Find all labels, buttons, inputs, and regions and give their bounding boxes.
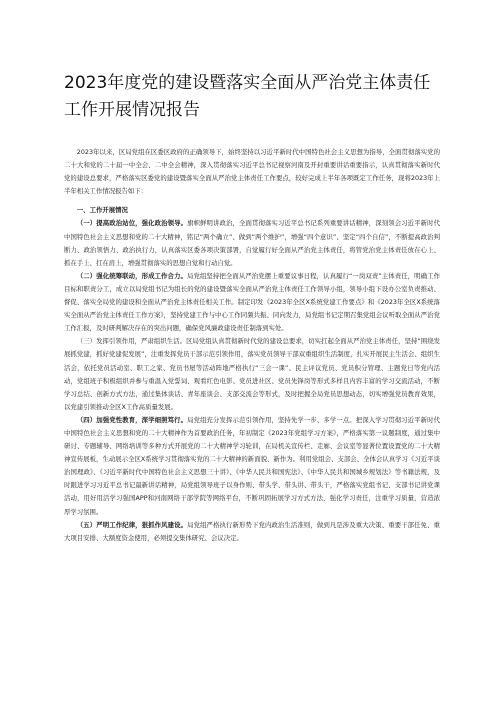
item-lead-2: （二）强化统筹联动，形成工作合力。 [76,271,187,280]
item-body-2: 局党组坚持把全面从严治党摆上重要议事日程，认真履行“一岗双责”主体责任，明确工作目标和职责分工，成立以局党组书记为组长的党的建设暨落实全面从严治党主体责任工作领导小组，领导小组下设办公室负责推动、督促、落实全局党的建设和全面从严治党主体责任相关工作。制定印发《2023年全区X系统党建工作要点》和《2023年全区X系统落实全面从严治党主体责任工作方案》，坚持党建工作与中心工作同频共振、同向发力，局党组书记定期召集党组会议听取全面从严治党工作汇报，及时研判解决存在的突出问题，确保党风廉政建设责任制落到实处。 [64,271,440,333]
item-body-3: 区局党组认真贯彻新时代党的建设总要求，切实扛起全面从严治党主体责任，坚持“围绕发展抓党建，抓好党建促发展”，注重发挥党员干部示范引领作用，落实党员领导干部双重组织生活制度，扎实开展民主生活会、组织生活会，依托党员活动室、职工之家、党员书屋等活动阵地严格执行“三会一课”、民主评议党员、党员积分管理、主题党日等党内活动，党组班子积极组织并参与重温入党誓词、观看红色电影、党员进社区、党员先锋岗等形式多样且内容丰富的学习交流活动，不断学习总结、创新方式方法，通过集体谈话、青年座谈会、支部交流会等形式，及时把握全局党员思想动态，切实增强党员教育效果，以党建引领推动全区X工作高质量发展。 [64,337,441,411]
item-lead-4: （四）加强党性教育，深学细照笃行。 [76,415,188,424]
item-paragraph-5 [64,519,440,545]
item-paragraph-4 [64,414,440,519]
document-body [64,146,440,545]
intro-paragraph: 2023年以来，区局党组在区委区政府的正确领导下，始终坚持以习近平新时代中国特色社会主义思想为指导，全面贯彻落实党的二十大和党的二十届一中全会、二中全会精神，深入贯彻落实习近平总书记视察河南及开封重要讲话重要指示，认真贯彻落实新时代党的建设总要求，严格落实区委党的建设暨落实全面从严治党主体责任工作要点，较好完成上半年各项既定工作任务，现将2023年上半年相关工作情况报告如下： [64,148,440,196]
item-body-4: 局党组充分发挥示范引领作用，坚持先学一步、多学一点。把深入学习贯彻习近平新时代中国特色社会主义思想和党的二十大精神作为首要政治任务，年初制定《2023年党组学习方案》，严格落实第一议题制度，通过集中研讨、专题辅导、网络培训等多种方式开展党的二十大精神学习轮训，在局机关宣传栏、走廊、会议室等显著位置设置党的二十大精神宣传展板，生动展示全区X系统学习贯彻落实党的二十大精神的新面貌、新作为。利用党组会、支部会、全体会认真学习《习近平谈治国理政》、《习近平新时代中国特色社会主义思想三十讲》、《中华人民共和国宪法》、《中华人民共和国城乡规划法》等书籍法规，及时跟进学习习近平总书记最新讲话精神，局党组领导班子以身作则、带头学、带头讲、带头干，严格落实党组书记、支部书记讲党课活动，用好用活学习强国APP和河南网络干部学院等网络平台，不断巩固拓展学习方式方法，强化学习责任，注重学习质量，营造浓厚学习氛围。 [64,415,441,516]
document-title: 2023年度党的建设暨落实全面从严治党主体责任工作开展情况报告 [64,73,431,120]
item-body-1: 旗帜鲜明讲政治，全面贯彻落实习近平总书记系列重要讲话精神，深刻领会习近平新时代中国特色社会主义思想和党的二十大精神，铭记“两个确立”、做到“两个维护”，增强“四个意识”、坚定“四个自信”，不断提高政治判断力、政治领悟力、政治执行力，认真落实区委各项决策部署，自觉履行好全面从严治党主体责任，将管党治党主体责任放在心上、抓在手上、扛在肩上，增强贯彻落实的思想自觉和行动自觉。 [64,219,441,267]
item-body-5: 局党组严格执行新形势下党内政治生活准则，做到凡是涉及重大决策、重要干部任免、重大项目安排、大额度资金使用，必须提交集体研究、会议决定。 [64,520,441,542]
item-paragraph-3 [64,335,440,414]
item-lead-5: （五）严明工作纪律，狠抓作风建设。 [76,520,188,529]
item-paragraph-2 [64,270,440,335]
item-lead-1: （一）提高政治站位，强化政治领导。 [76,219,188,228]
item-lead-3: （三）发挥引领作用，严肃组织生活。 [76,337,187,346]
item-paragraph-1 [64,217,440,269]
section-heading: 一、工作开展情况 [76,206,128,215]
